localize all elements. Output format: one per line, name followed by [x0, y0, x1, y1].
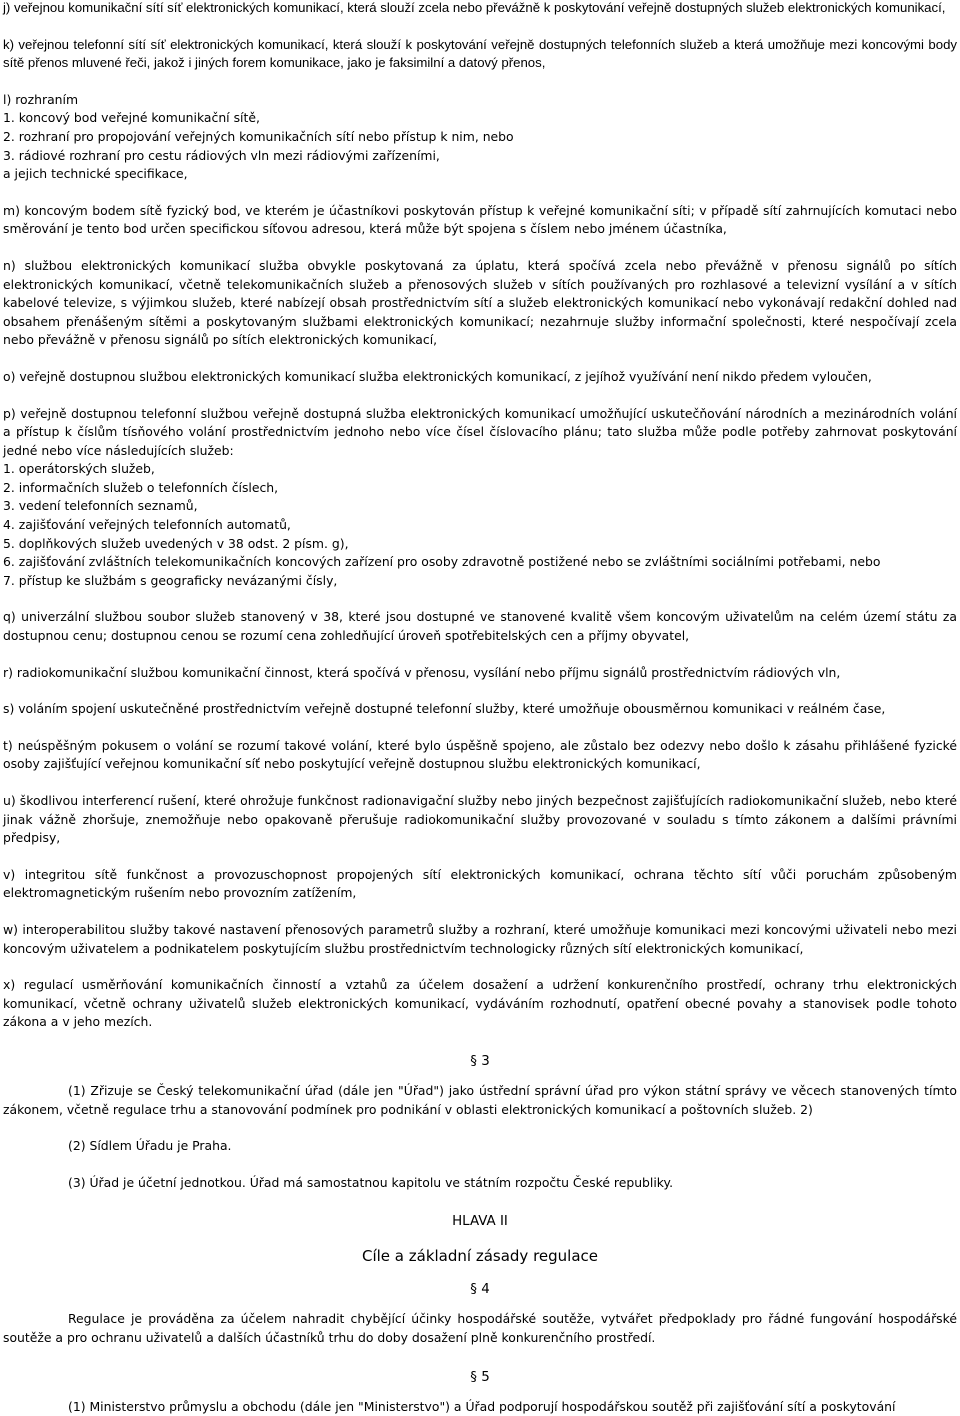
definition-t: t) neúspěšným pokusem o volání se rozumí takové volání, které bylo úspěšně spojeno, ale zůstalo bez odezvy nebo došlo k zásahu přihlášené fyzické osoby zajišťující veřejnou komunikační síť nebo poskytující veřejně dostupnou službu elektronických komunikací, [3, 737, 957, 774]
definition-n: n) službou elektronických komunikací služba obvykle poskytovaná za úplatu, která spočívá zcela nebo převážně v přenosu signálů po sítích elektronických komunikací, včetně telekomunikačních služeb a přenosových služeb v sítích používaných pro rozhlasové a televizní vysílání a v sítích kabelové televize, s výjimkou služeb, které nabízejí obsah prostřednictvím sítí a služeb elektronických komunikací nebo vykonávají redakční dohled nad obsahem přenášeným sítěmi a poskytovaným službami elektronických komunikací; nezahrnuje služby informační společnosti, které nespočívají zcela nebo převážně v přenosu signálů po sítích elektronických komunikací, [3, 257, 957, 350]
section-heading: § 5 [3, 1370, 957, 1385]
document-page [3, 0, 957, 1416]
chapter-subtitle: Cíle a základní zásady regulace [3, 1247, 957, 1265]
list-item: 1. koncový bod veřejné komunikační sítě, [3, 109, 957, 128]
list-item: 3. vedení telefonních seznamů, [3, 497, 957, 516]
definition-o: o) veřejně dostupnou službou elektronických komunikací služba elektronických komunikací, z jejíhož využívání není nikdo předem vyloučen, [3, 368, 957, 387]
section-heading: § 3 [3, 1054, 957, 1069]
definition-w: w) interoperabilitou služby takové nastavení přenosových parametrů služby a rozhraní, které umožňuje komunikaci mezi koncovými uživateli nebo mezi koncovým uživatelem a podnikatelem poskytujícím službu prostřednictvím technologicky různých sítí elektronických komunikací, [3, 921, 957, 958]
definition-k: k) veřejnou telefonní sítí síť elektronických komunikací, která slouží k poskytování veřejně dostupných telefonních služeb a která umožňuje mezi koncovými body sítě přenos mluvené řeči, jakož i jiných forem komunikace, jako je faksimilní a datový přenos, [3, 36, 957, 73]
definition-u: u) škodlivou interferencí rušení, které ohrožuje funkčnost radionavigační služby nebo jiných bezpečnost zajišťujících radiokomunikační služeb, nebo které jinak vážně zhoršuje, znemožňuje nebo opakovaně přerušuje radiokomunikační služby provozované v souladu s tímto zákonem a dalšími právními předpisy, [3, 792, 957, 848]
list-item: 1. operátorských služeb, [3, 460, 957, 479]
definition-s: s) voláním spojení uskutečněné prostřednictvím veřejně dostupné telefonní služby, které umožňuje obousměrnou komunikaci v reálném čase, [3, 700, 957, 719]
definition-l [3, 91, 957, 184]
list-item: 5. doplňkových služeb uvedených v 38 odst. 2 písm. g), [3, 535, 957, 554]
definition-v: v) integritou sítě funkčnost a provozuschopnost propojených sítí elektronických komunikací, ochrana těchto sítí vůči poruchám způsobeným elektromagnetickým rušením nebo provozním zatížením, [3, 866, 957, 903]
section-4-paragraph-1: Regulace je prováděna za účelem nahradit chybějící účinky hospodářské soutěže, vytvářet předpoklady pro řádné fungování hospodářské soutěže a pro ochranu uživatelů a dalších účastníků trhu do doby dosažení plně konkurenčního prostředí. [3, 1310, 957, 1347]
list-item: 4. zajišťování veřejných telefonních automatů, [3, 516, 957, 535]
list-item: 6. zajišťování zvláštních telekomunikačních koncových zařízení pro osoby zdravotně postižené nebo se zvláštními sociálními potřebami, nebo [3, 553, 957, 572]
section-3-paragraph-1: (1) Zřizuje se Český telekomunikační úřad (dále jen "Úřad") jako ústřední správní úřad pro výkon státní správy ve věcech stanovených tímto zákonem, včetně regulace trhu a stanovování podmínek pro podnikání v oblasti elektronických komunikací a poštovních služeb. 2) [3, 1082, 957, 1119]
list-item: 3. rádiové rozhraní pro cestu rádiových vln mezi rádiovými zařízeními, [3, 147, 957, 166]
definition-l-title: l) rozhraním [3, 91, 957, 110]
section-heading: § 4 [3, 1282, 957, 1297]
definition-q: q) univerzální službou soubor služeb stanovený v 38, které jsou dostupné ve stanovené kvalitě všem koncovým uživatelům na celém území státu za dostupnou cenu; dostupnou cenou se rozumí cena zohledňující úroveň spotřebitelských cen a příjmy obyvatel, [3, 608, 957, 645]
list-item: 2. rozhraní pro propojování veřejných komunikačních sítí nebo přístup k nim, nebo [3, 128, 957, 147]
definition-x: x) regulací usměrňování komunikačních činností a vztahů za účelem dosažení a udržení konkurenčního prostředí, ochrany trhu elektronických komunikací, včetně ochrany uživatelů služeb elektronických komunikací, vydáváním rozhodnutí, opatření obecné povahy a stanovisek podle tohoto zákona a v jeho mezích. [3, 976, 957, 1032]
section-5-paragraph-1: (1) Ministerstvo průmyslu a obchodu (dále jen "Ministerstvo") a Úřad podporují hospodářskou soutěž při zajišťování sítí a poskytování [3, 1398, 957, 1416]
definition-p-text: p) veřejně dostupnou telefonní službou veřejně dostupná služba elektronických komunikací umožňující uskutečňování národních a mezinárodních volání a přístup k číslům tísňového volání prostřednictvím jednoho nebo více čísel číslovacího plánu; tato služba může podle potřeby zahrnovat poskytování jedné nebo více následujících služeb: [3, 405, 957, 461]
list-item: 2. informačních služeb o telefonních číslech, [3, 479, 957, 498]
section-3-paragraph-2: (2) Sídlem Úřadu je Praha. [3, 1137, 957, 1156]
definition-m: m) koncovým bodem sítě fyzický bod, ve kterém je účastníkovi poskytován přístup k veřejné komunikační síti; v případě sítí zahrnujících komutaci nebo směrování je tento bod určen specifickou síťovou adresou, která může být spojena s číslem nebo jménem účastníka, [3, 202, 957, 239]
definition-r: r) radiokomunikační službou komunikační činnost, která spočívá v přenosu, vysílání nebo příjmu signálů prostřednictvím rádiových vln, [3, 664, 957, 683]
list-item: a jejich technické specifikace, [3, 165, 957, 184]
list-item: 7. přístup ke službám s geograficky nevázanými čísly, [3, 572, 957, 591]
chapter-title: HLAVA II [3, 1214, 957, 1229]
definition-j: j) veřejnou komunikační sítí síť elektronických komunikací, která slouží zcela nebo převážně k poskytování veřejně dostupných služeb elektronických komunikací, [3, 0, 957, 18]
section-3-paragraph-3: (3) Úřad je účetní jednotkou. Úřad má samostatnou kapitolu ve státním rozpočtu České republiky. [3, 1174, 957, 1193]
definition-p [3, 405, 957, 591]
